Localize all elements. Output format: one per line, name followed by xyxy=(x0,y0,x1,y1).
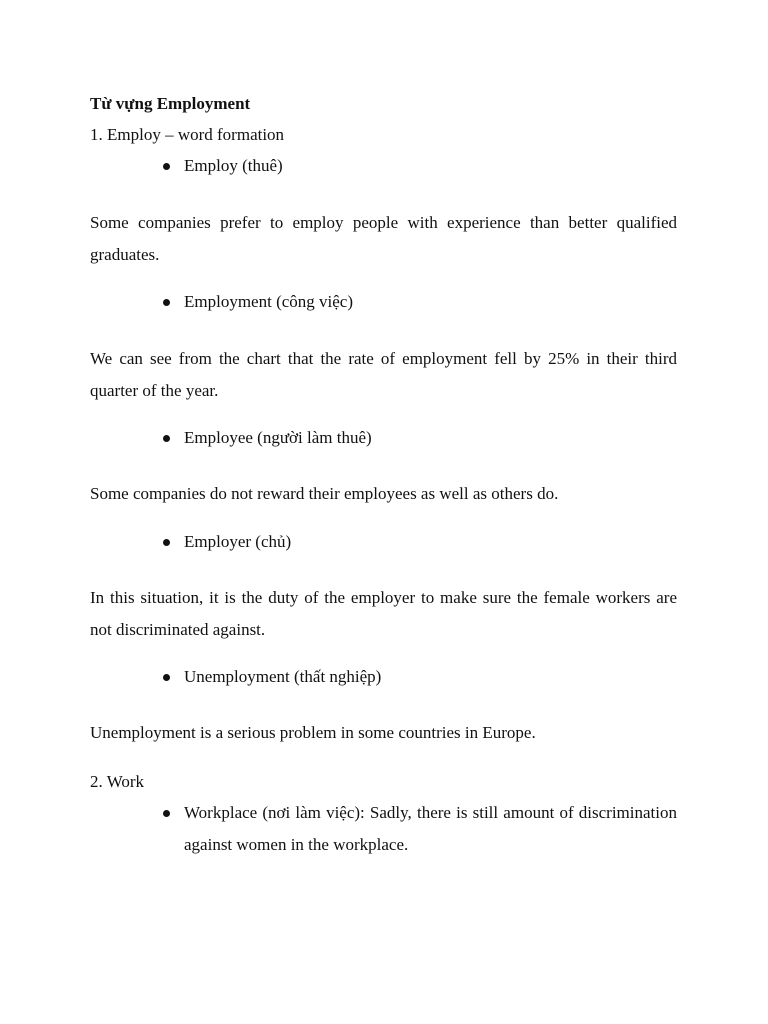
list-item-employ xyxy=(163,150,677,182)
bullet-dot-icon xyxy=(163,163,170,170)
list-item-unemployment xyxy=(163,661,677,693)
bullet-dot-icon xyxy=(163,299,170,306)
list-item-workplace xyxy=(163,797,677,861)
example-paragraph: We can see from the chart that the rate of employment fell by 25% in their third quarter of the year. xyxy=(90,349,677,400)
example-paragraph: Unemployment is a serious problem in some countries in Europe. xyxy=(90,723,536,742)
example-paragraph: Some companies do not reward their employees as well as others do. xyxy=(90,484,559,503)
bullet-dot-icon xyxy=(163,435,170,442)
document-title: Từ vựng Employment xyxy=(90,94,251,113)
list-item-employer xyxy=(163,526,677,558)
section-1-heading: 1. Employ – word formation xyxy=(90,125,285,144)
bullet-text: Workplace (nơi làm việc): Sadly, there is still amount of discrimination against women in the workplace. xyxy=(184,803,677,854)
example-paragraph: In this situation, it is the duty of the employer to make sure the female workers are not discriminated against. xyxy=(90,588,677,639)
bullet-dot-icon xyxy=(163,539,170,546)
bullet-text: Employer (chủ) xyxy=(184,532,292,551)
bullet-dot-icon xyxy=(163,810,170,817)
bullet-text: Unemployment (thất nghiệp) xyxy=(184,667,382,686)
section-2-heading: 2. Work xyxy=(90,772,145,791)
bullet-text: Employ (thuê) xyxy=(184,156,283,175)
bullet-text: Employment (công việc) xyxy=(184,292,354,311)
example-paragraph: Some companies prefer to employ people with experience than better qualified graduates. xyxy=(90,213,677,264)
bullet-text: Employee (người làm thuê) xyxy=(184,428,372,447)
list-item-employee xyxy=(163,422,677,454)
bullet-dot-icon xyxy=(163,674,170,681)
list-item-employment xyxy=(163,286,677,318)
